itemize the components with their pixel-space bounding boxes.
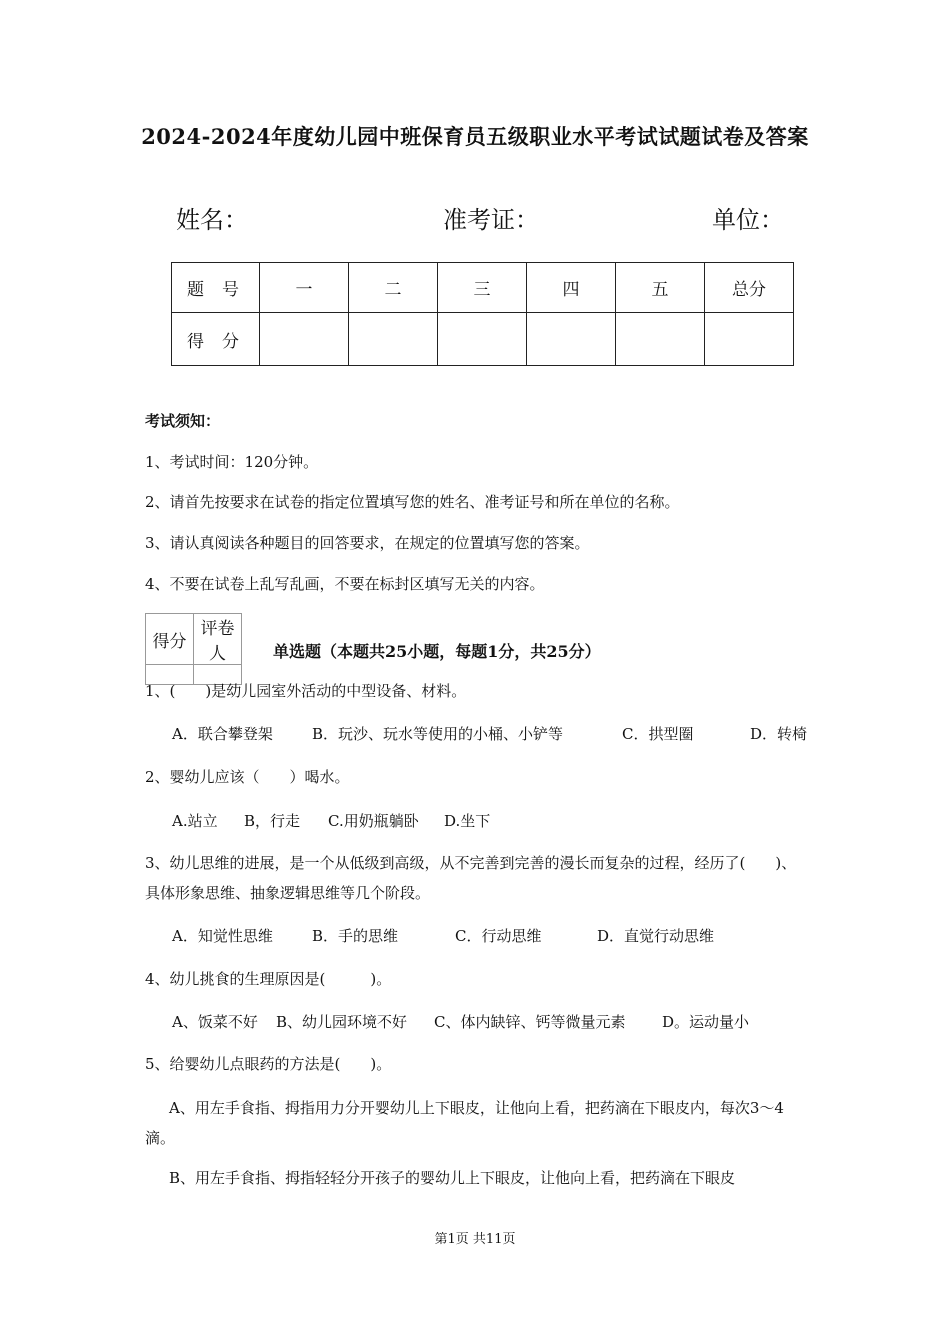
question-stem: 4、幼儿挑食的生理原因是( )。 xyxy=(145,970,392,988)
option[interactable]: B．手的思维 xyxy=(312,927,399,945)
score-table xyxy=(171,262,794,366)
score-table-score-row xyxy=(172,313,794,366)
header-cell: 五 xyxy=(616,263,705,313)
header-cell: 四 xyxy=(527,263,616,313)
option[interactable]: B．玩沙、玩水等使用的小桶、小铲等 xyxy=(312,725,564,743)
option[interactable]: A.站立 xyxy=(172,812,218,830)
question-options xyxy=(172,810,490,832)
grader-name-label: 评卷人 xyxy=(194,614,242,665)
header-cell: 一 xyxy=(260,263,349,313)
header-cell: 二 xyxy=(349,263,438,313)
score-cell[interactable] xyxy=(616,313,705,366)
note-item: 4、不要在试卷上乱写乱画，不要在标封区填写无关的内容。 xyxy=(145,575,545,593)
question-stem: 2、婴幼儿应该（ ）喝水。 xyxy=(145,768,350,786)
header-cell: 三 xyxy=(438,263,527,313)
exam-id-field-label: 准考证： xyxy=(443,206,539,234)
option-paragraph[interactable]: B、用左手食指、拇指轻轻分开孩子的婴幼儿上下眼皮，让他向上看，把药滴在下眼皮 xyxy=(169,1169,736,1187)
option[interactable]: D.坐下 xyxy=(444,812,491,830)
row-label: 得分 xyxy=(172,313,260,366)
note-item: 2、请首先按要求在试卷的指定位置填写您的姓名、准考证号和所在单位的名称。 xyxy=(145,493,680,511)
score-cell[interactable] xyxy=(349,313,438,366)
question-options xyxy=(172,723,807,745)
score-table-header-row xyxy=(172,263,794,313)
score-cell[interactable] xyxy=(260,313,349,366)
question-stem: 1、( )是幼儿园室外活动的中型设备、材料。 xyxy=(145,682,467,700)
note-item: 3、请认真阅读各种题目的回答要求，在规定的位置填写您的答案。 xyxy=(145,534,590,552)
section-title: 单选题（本题共25小题，每题1分，共25分） xyxy=(273,642,601,661)
option[interactable]: D．转椅 xyxy=(750,725,808,743)
score-cell[interactable] xyxy=(705,313,794,366)
option-paragraph[interactable]: A、用左手食指、拇指用力分开婴幼儿上下眼皮，让他向上看，把药滴在下眼皮内，每次3～4滴。 xyxy=(145,1099,784,1147)
question-stem: 3、幼儿思维的进展，是一个从低级到高级，从不完善到完善的漫长而复杂的过程，经历了( )、具体形象思维、抽象逻辑思维等几个阶段。 xyxy=(145,854,797,902)
question-options xyxy=(172,925,714,947)
option[interactable]: B，行走 xyxy=(244,812,301,830)
name-field-label: 姓名： xyxy=(176,206,248,234)
option[interactable]: C．拱型圈 xyxy=(622,725,694,743)
question-stem: 5、给婴幼儿点眼药的方法是( )。 xyxy=(145,1055,392,1073)
document-title: 2024-2024年度幼儿园中班保育员五级职业水平考试试题试卷及答案 xyxy=(141,124,809,149)
grader-score-label: 得分 xyxy=(146,614,194,665)
header-cell: 题号 xyxy=(172,263,260,313)
grader-box xyxy=(145,613,242,685)
page-footer: 第1页 共11页 xyxy=(434,1232,516,1247)
option[interactable]: C.用奶瓶躺卧 xyxy=(328,812,419,830)
option[interactable]: D．直觉行动思维 xyxy=(597,927,715,945)
unit-field-label: 单位： xyxy=(712,206,784,234)
question-options xyxy=(172,1011,749,1033)
option[interactable]: A．联合攀登架 xyxy=(172,725,273,743)
notes-heading: 考试须知： xyxy=(145,412,221,430)
option[interactable]: A．知觉性思维 xyxy=(172,927,273,945)
option[interactable]: D。运动量小 xyxy=(662,1013,750,1031)
option[interactable]: C、体内缺锌、钙等微量元素 xyxy=(434,1013,626,1031)
option[interactable]: B、幼儿园环境不好 xyxy=(276,1013,408,1031)
header-cell: 总分 xyxy=(705,263,794,313)
score-cell[interactable] xyxy=(438,313,527,366)
option[interactable]: C．行动思维 xyxy=(455,927,542,945)
option[interactable]: A、饭菜不好 xyxy=(172,1013,258,1031)
note-item: 1、考试时间：120分钟。 xyxy=(145,453,319,471)
score-cell[interactable] xyxy=(527,313,616,366)
